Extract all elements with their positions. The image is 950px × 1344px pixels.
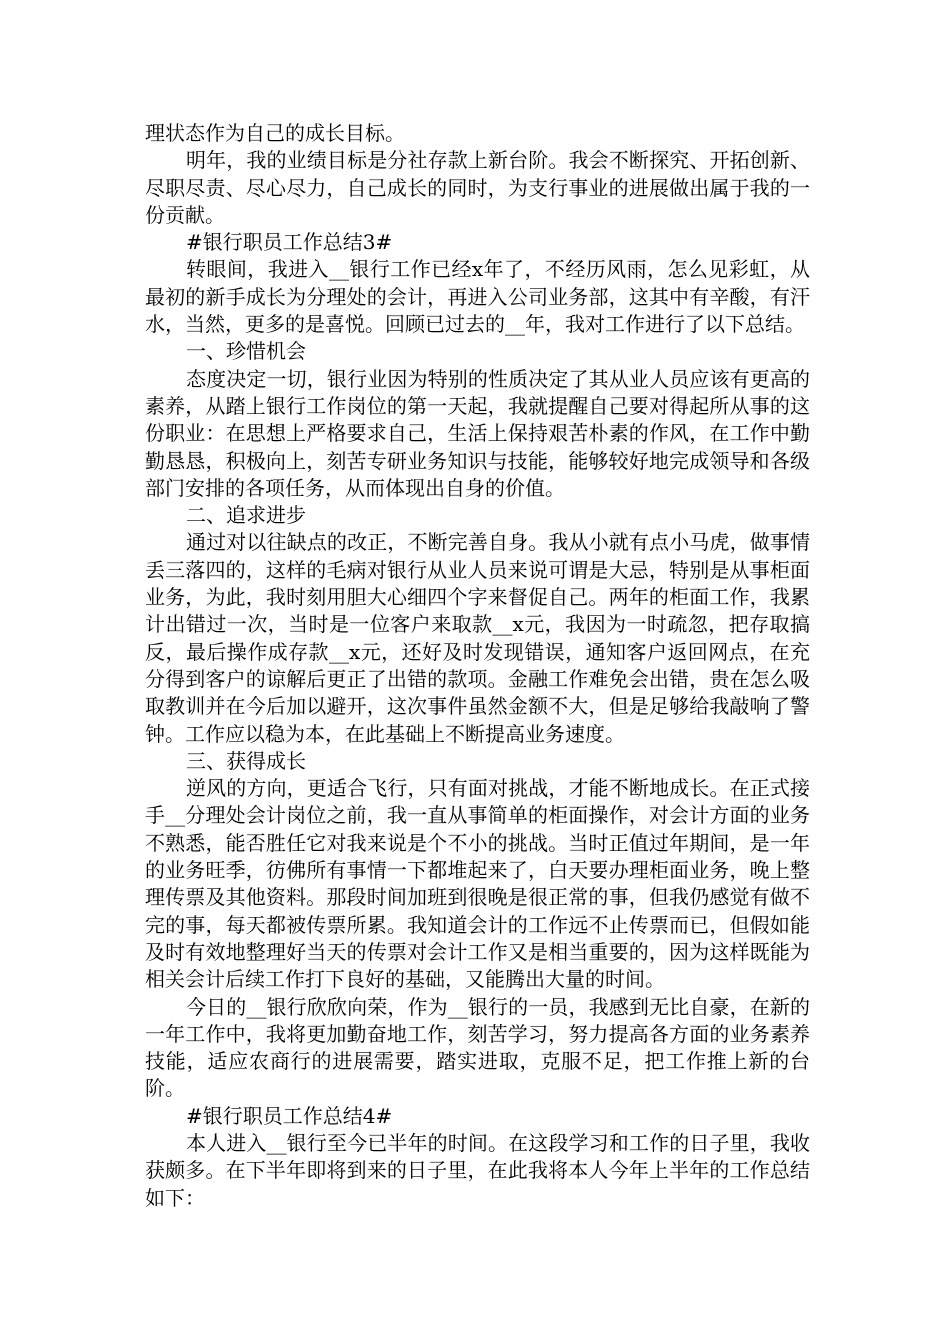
paragraph: 本人进入__银行至今已半年的时间。在这段学习和工作的日子里，我收获颇多。在下半年即将到来的日子里，在此我将本人今年上半年的工作总结如下： (145, 1130, 810, 1210)
paragraph: 今日的__银行欣欣向荣，作为__银行的一员，我感到无比自豪，在新的一年工作中，我将更加勤奋地工作，刻苦学习，努力提高各方面的业务素养技能，适应农商行的进展需要，踏实进取，克服不足，把工作推上新的台阶。 (145, 994, 810, 1101)
paragraph: 通过对以往缺点的改正，不断完善自身。我从小就有点小马虎，做事情丢三落四的，这样的毛病对银行从业人员来说可谓是大忌，特别是从事柜面业务，为此，我时刻用胆大心细四个字来督促自己。两年的柜面工作，我累计出错过一次，当时是一位客户来取款__x元，我因为一时疏忽，把存取搞反，最后操作成存款__x元，还好及时发现错误，通知客户返回网点，在充分得到客户的谅解后更正了出错的款项。金融工作难免会出错，贵在怎么吸取教训并在今后加以避开，这次事件虽然金额不大，但是足够给我敲响了警钟。工作应以稳为本，在此基础上不断提高业务速度。 (145, 530, 810, 746)
section-heading: 一、珍惜机会 (186, 339, 306, 364)
section-heading: 二、追求进步 (186, 503, 306, 528)
section-title: #银行职员工作总结3# (186, 230, 393, 255)
paragraph: 态度决定一切，银行业因为特别的性质决定了其从业人员应该有更高的素养，从踏上银行工作岗位的第一天起，我就提醒自己要对得起所从事的这份职业：在思想上严格要求自己，生活上保持艰苦朴素的作风，在工作中勤勤恳恳，积极向上，刻苦专研业务知识与技能，能够较好地完成领导和各级部门安排的各项任务，从而体现出自身的价值。 (145, 366, 810, 500)
paragraph: 逆风的方向，更适合飞行，只有面对挑战，才能不断地成长。在正式接手__分理处会计岗位之前，我一直从事简单的柜面操作，对会计方面的业务不熟悉，能否胜任它对我来说是个不小的挑战。当时正值过年期间，是一年的业务旺季，彷佛所有事情一下都堆起来了，白天要办理柜面业务，晚上整理传票及其他资料。那段时间加班到很晚是很正常的事，但我仍感觉有做不完的事，每天都被传票所累。我知道会计的工作远不止传票而已，但假如能及时有效地整理好当天的传票对会计工作又是相当重要的，因为这样既能为相关会计后续工作打下良好的基础，又能腾出大量的时间。 (145, 776, 810, 992)
section-heading: 三、获得成长 (186, 748, 306, 773)
document-body (145, 120, 810, 1212)
paragraph: 明年，我的业绩目标是分社存款上新台阶。我会不断探究、开拓创新、尽职尽责、尽心尽力，自己成长的同时，为支行事业的进展做出属于我的一份贡献。 (145, 148, 810, 227)
section-title: #银行职员工作总结4# (186, 1103, 393, 1128)
paragraph: 理状态作为自己的成长目标。 (145, 121, 405, 145)
paragraph: 转眼间，我进入__银行工作已经x年了，不经历风雨，怎么见彩虹，从最初的新手成长为分理处的会计，再进入公司业务部，这其中有辛酸，有汗水，当然，更多的是喜悦。回顾已过去的__年，我对工作进行了以下总结。 (145, 257, 810, 337)
